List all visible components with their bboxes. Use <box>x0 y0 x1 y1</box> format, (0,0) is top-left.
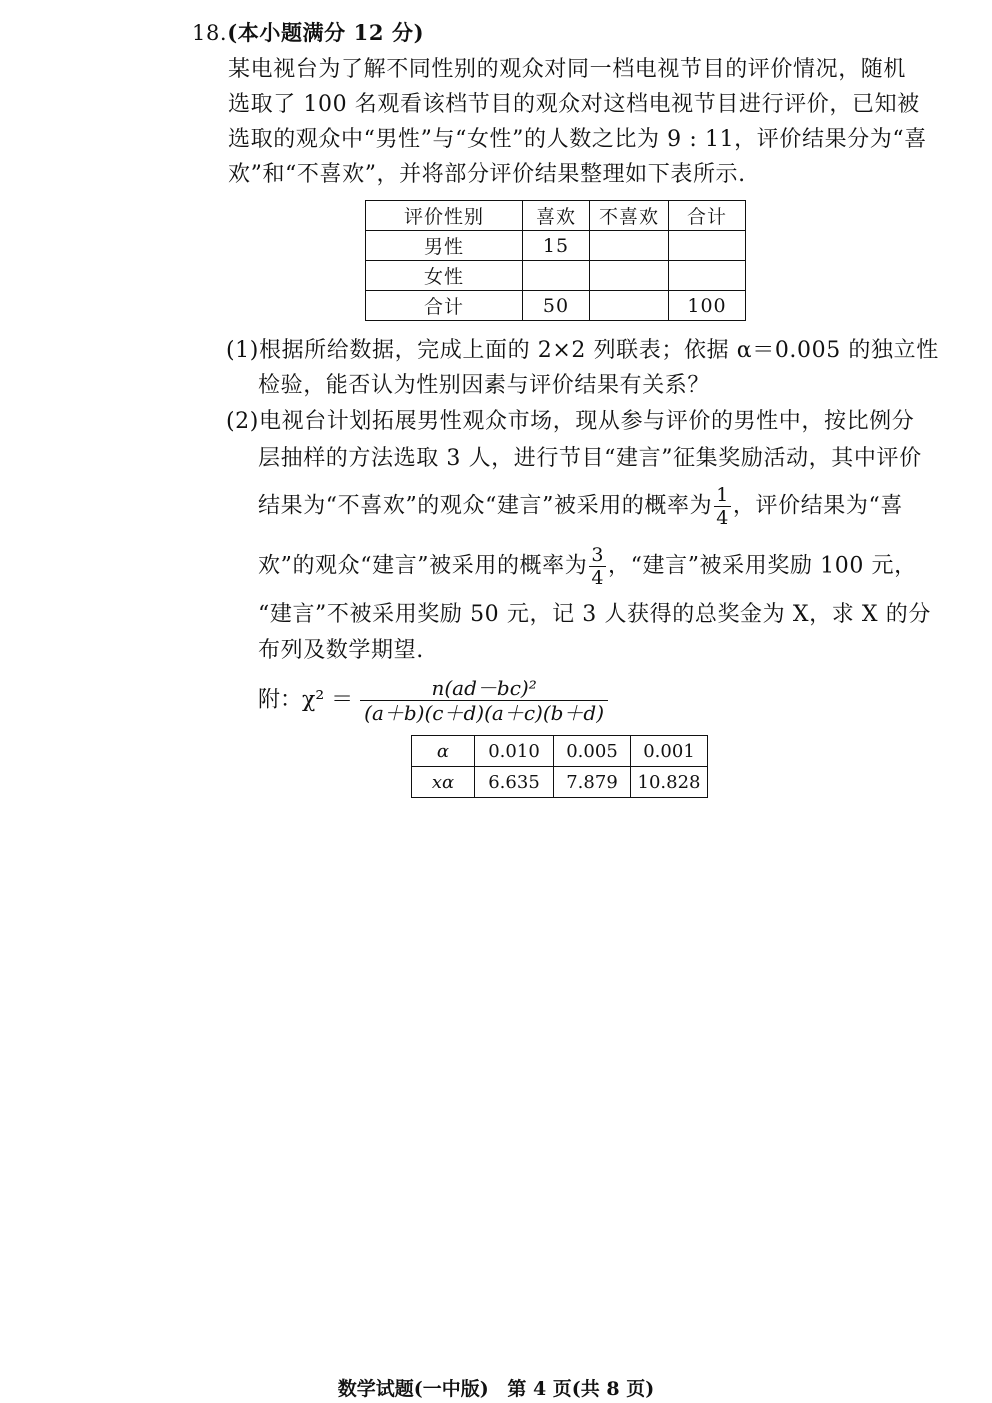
question-text-line-1: 某电视台为了解不同性别的观众对同一档电视节目的评价情况，随机 <box>228 57 907 82</box>
fraction-numerator: 3 <box>591 544 605 566</box>
question-number: 18. <box>192 21 228 45</box>
table-cell <box>590 291 669 321</box>
formula-numerator: n(ad－bc)² <box>360 676 608 701</box>
table-cell: 合计 <box>366 291 523 321</box>
table-cell <box>590 261 669 291</box>
table-row <box>412 767 708 798</box>
formula-prefix: 附：χ² ＝ <box>258 687 354 713</box>
part2-line-3-tail: ，评价结果为“喜 <box>732 493 903 519</box>
fraction-one-quarter <box>714 484 731 529</box>
table-cell <box>669 231 746 261</box>
question-score: (本小题满分 12 分) <box>227 20 425 45</box>
table-cell <box>590 231 669 261</box>
table-cell: α <box>412 736 475 767</box>
table-cell: 100 <box>669 291 746 321</box>
table-cell: 10.828 <box>631 767 708 798</box>
part2-line-5: “建言”不被采用奖励 50 元，记 3 人获得的总奖金为 X，求 X 的分 <box>258 602 931 627</box>
table-header-cell: 不喜欢 <box>590 201 669 231</box>
part2-line-6: 布列及数学期望. <box>258 638 424 663</box>
part2-line-4-tail: ，“建言”被采用奖励 100 元， <box>608 553 917 579</box>
table-header-row <box>366 201 746 231</box>
part2-line-1: (2)电视台计划拓展男性观众市场，现从参与评价的男性中，按比例分 <box>226 409 915 434</box>
table-cell: 0.001 <box>631 736 708 767</box>
table-cell: 15 <box>523 231 590 261</box>
fraction-numerator: 1 <box>716 484 729 506</box>
question-header <box>192 18 424 48</box>
table-row <box>366 261 746 291</box>
table-row <box>366 291 746 321</box>
table-cell: 0.010 <box>475 736 554 767</box>
fraction-denominator: 4 <box>716 507 729 529</box>
part1-line-1: (1)根据所给数据，完成上面的 2×2 列联表；依据 α＝0.005 的独立性 <box>226 338 939 363</box>
table-header-cell: 合计 <box>669 201 746 231</box>
table-cell <box>523 261 590 291</box>
table-cell: 6.635 <box>475 767 554 798</box>
formula-fraction <box>360 676 608 725</box>
question-text-line-4: 欢”和“不喜欢”，并将部分评价结果整理如下表所示. <box>228 162 746 187</box>
contingency-table <box>365 200 746 321</box>
page-footer <box>0 1374 992 1401</box>
footer-page-number: 第 4 页(共 8 页) <box>507 1378 655 1400</box>
table-header-cell: 评价性别 <box>366 201 523 231</box>
critical-value-table <box>411 735 708 798</box>
part2-line-4 <box>258 544 917 589</box>
table-cell: 男性 <box>366 231 523 261</box>
table-cell: 女性 <box>366 261 523 291</box>
table-cell <box>669 261 746 291</box>
table-row <box>412 736 708 767</box>
fraction-denominator: 4 <box>591 567 605 589</box>
chi-square-formula <box>258 676 608 725</box>
part2-line-4-text: 欢”的观众“建言”被采用的概率为 <box>258 553 588 579</box>
part1-line-2: 检验，能否认为性别因素与评价结果有关系？ <box>258 373 711 398</box>
table-cell: 0.005 <box>554 736 631 767</box>
table-header-cell: 喜欢 <box>523 201 590 231</box>
table-cell: 50 <box>523 291 590 321</box>
part2-line-3-text: 结果为“不喜欢”的观众“建言”被采用的概率为 <box>258 493 713 519</box>
table-cell: 7.879 <box>554 767 631 798</box>
question-text-line-2: 选取了 100 名观看该档节目的观众对这档电视节目进行评价，已知被 <box>228 92 920 117</box>
footer-title: 数学试题(一中版) <box>337 1378 489 1400</box>
part2-line-2: 层抽样的方法选取 3 人，进行节目“建言”征集奖励活动，其中评价 <box>258 446 922 471</box>
table-cell: xα <box>412 767 475 798</box>
part2-line-3 <box>258 484 903 529</box>
fraction-three-quarters <box>589 544 606 589</box>
question-text-line-3: 选取的观众中“男性”与“女性”的人数之比为 9 : 11，评价结果分为“喜 <box>228 127 927 152</box>
table-row <box>366 231 746 261</box>
formula-denominator: (a＋b)(c＋d)(a＋c)(b＋d) <box>364 701 605 725</box>
